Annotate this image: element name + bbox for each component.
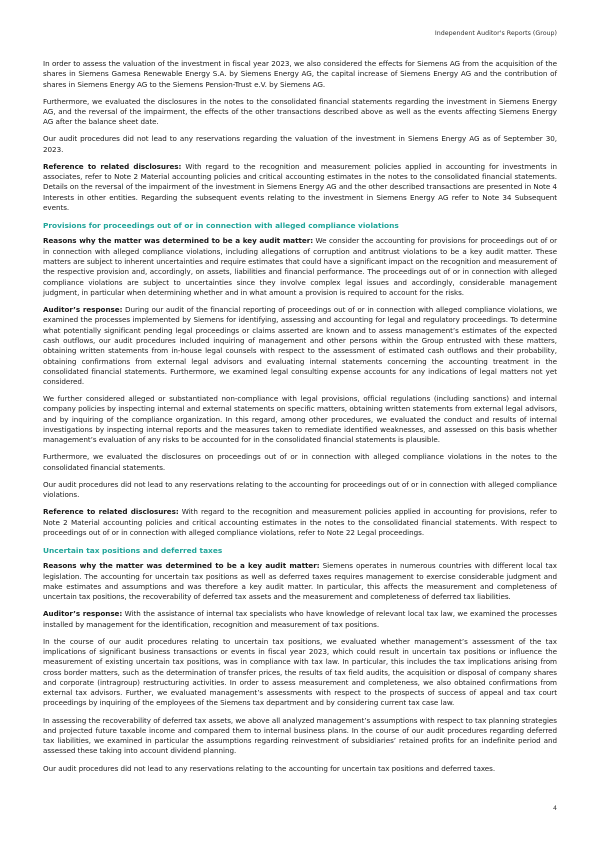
paragraph-label: Reasons why the matter was determined to be a key audit matter: [43, 236, 314, 246]
paragraph-label: Auditor’s response: [43, 305, 123, 315]
section-heading-compliance-provisions: Provisions for proceedings out of or in connection with alleged compliance violations [43, 221, 399, 231]
paragraph-deferred-tax-recoverability: In assessing the recoverability of deferred tax assets, we above all analyzed management’s assumptions with respect to tax planning strategies and projected future taxable income and compared them to internal business plans. In the course of our audit procedures regarding deferred tax liabilities, we examined in particular the assumptions regarding reinvestment of subsidiaries’ retained profits for an indefinite period and assessed these taking into account dividend planning. [43, 715, 557, 756]
paragraph-tax-response: Auditor’s response: With the assistance of internal tax specialists who have knowledge of relevant local tax law, we examined the processes installed by management for the identification, recognition and measurement of tax positions. [43, 609, 557, 629]
paragraph-tax-conclusion: Our audit procedures did not lead to any reservations relating to the accounting for uncertain tax positions and deferred taxes. [43, 763, 496, 773]
section-heading-tax-positions: Uncertain tax positions and deferred taxes [43, 546, 223, 556]
paragraph-compliance-conclusion: Our audit procedures did not lead to any reservations relating to the accounting for proceedings out of or in connection with alleged compliance violations. [43, 479, 557, 500]
paragraph-investment-conclusion: Our audit procedures did not lead to any reservations regarding the valuation of the investment in Siemens Energy AG as of September 30, 2023. [43, 134, 557, 154]
paragraph-investment-references: Reference to related disclosures: With regard to the recognition and measurement policies applied in accounting for investments in associates, refer to Note 2 Material accounting policies and critical accounting estimates in the notes to the consolidated financial statements. Details on the reversal of the impairment of the investment in Siemens Energy AG and the other described transactions are presented in Note 4 Interests in other entities. Regarding the subsequent events relating to the investment in Siemens Energy AG refer to Note 34 Subsequent events. [43, 161, 557, 212]
page-number: 4 [552, 805, 557, 812]
running-header: Independent Auditor's Reports (Group) [434, 30, 557, 37]
paragraph-label: Reference to related disclosures: [43, 507, 179, 517]
paragraph-label: Reference to related disclosures: [43, 161, 182, 171]
paragraph-compliance-references: Reference to related disclosures: With regard to the recognition and measurement policies applied in accounting for provisions, refer to Note 2 Material accounting policies and critical accounting estimates in the notes to the consolidated financial statements. With respect to proceedings out of or in connection with alleged compliance violations, refer to Note 22 Legal proceedings. [43, 507, 557, 537]
paragraph-compliance-disclosures: Furthermore, we evaluated the disclosures on proceedings out of or in connection with alleged compliance violations in the notes to the consolidated financial statements. [43, 452, 557, 472]
paragraph-tax-key-matter: Reasons why the matter was determined to be a key audit matter: Siemens operates in numerous countries with different local tax legislation. The accounting for uncertain tax positions as well as deferred taxes requires management to exercise considerable judgment and make estimates and assumptions and was therefore a key audit matter. In particular, this affects the measurement and completeness of uncertain tax positions, the recoverability of deferred tax assets and the measurement and completeness of deferred tax liabilities. [43, 561, 557, 602]
paragraph-non-compliance: We further considered alleged or substantiated non-compliance with legal provisions, official regulations (including sanctions) and internal company policies by inspecting internal and external statements on specific matters, obtaining written statements from external legal advisors, and by inquiring of the compliance organization. In this regard, among other procedures, we evaluated the conduct and results of internal investigations by inspecting internal reports and the measures taken to remediate identified weaknesses, and assessed on this basis whether management’s evaluation of any risks to be accounted for in the consolidated financial statements is plausible. [43, 394, 557, 445]
paragraph-compliance-response: Auditor’s response: During our audit of the financial reporting of proceedings out of or in connection with alleged compliance violations, we examined the processes implemented by Siemens for identifying, assessing and accounting for legal and regulatory proceedings. To determine what potentially significant pending legal proceedings or claims asserted are known and to assess management’s estimates of the expected cash outflows, our audit procedures included inquiring of management and other persons within the Group entrusted with these matters, obtaining written statements from in-house legal counsels with respect to the assessment of estimated cash outflows and their probability, obtaining confirmations from external legal advisors and evaluating internal statements concerning the accounting treatment in the consolidated financial statements. Furthermore, we examined legal consulting expense accounts for any indications of legal matters not yet considered. [43, 305, 557, 387]
paragraph-uncertain-tax-procedures: In the course of our audit procedures relating to uncertain tax positions, we evaluated whether management’s assessment of the tax implications of significant business transactions or events in fiscal year 2023, which could result in uncertain tax positions or influence the measurement of existing uncertain tax positions, was in compliance with tax law. In particular, this includes the tax implications arising from cross border matters, such as the determination of transfer prices, the results of tax field audits, the acquisition or disposal of company shares and corporate (intragroup) restructuring activities. In order to assess measurement and completeness, we also obtained confirmations from external tax advisors. Further, we evaluated management’s assessments with respect to the prospects of success of appeal and tax court proceedings by inquiring of the employees of the Siemens tax department and by considering current tax case law. [43, 636, 557, 708]
paragraph-label: Reasons why the matter was determined to be a key audit matter: [43, 561, 320, 571]
paragraph-label: Auditor’s response: [43, 609, 123, 619]
paragraph-disclosures-evaluation: Furthermore, we evaluated the disclosures in the notes to the consolidated financial statements regarding the investment in Siemens Energy AG, and the reversal of the impairment, the effects of the other transactions described above as well as the events affecting Siemens Energy AG after the balance sheet date. [43, 96, 557, 127]
document-body [43, 59, 557, 774]
paragraph-acquisition-effects: In order to assess the valuation of the investment in fiscal year 2023, we also considered the effects for Siemens AG from the acquisition of the shares in Siemens Gamesa Renewable Energy S.A. by Siemens Energy AG, the capital increase of Siemens Energy AG and the contribution of shares in Siemens Energy AG to the Siemens Pension-Trust e.V. by Siemens AG. [43, 59, 557, 89]
paragraph-compliance-key-matter: Reasons why the matter was determined to be a key audit matter: We consider the accounting for provisions for proceedings out of or in connection with alleged compliance violations, including allegations of corruption and antitrust violations to be a key audit matter. These matters are subject to inherent uncertainties and require estimates that could have a significant impact on the recognition and measurement of the respective provision and, accordingly, on assets, liabilities and financial performance. The proceedings out of or in connection with alleged compliance violations are subject to uncertainties since they involve complex legal issues and accordingly, considerable management judgment, in particular when determining whether and in what amount a provision is required to account for the risks. [43, 236, 557, 297]
